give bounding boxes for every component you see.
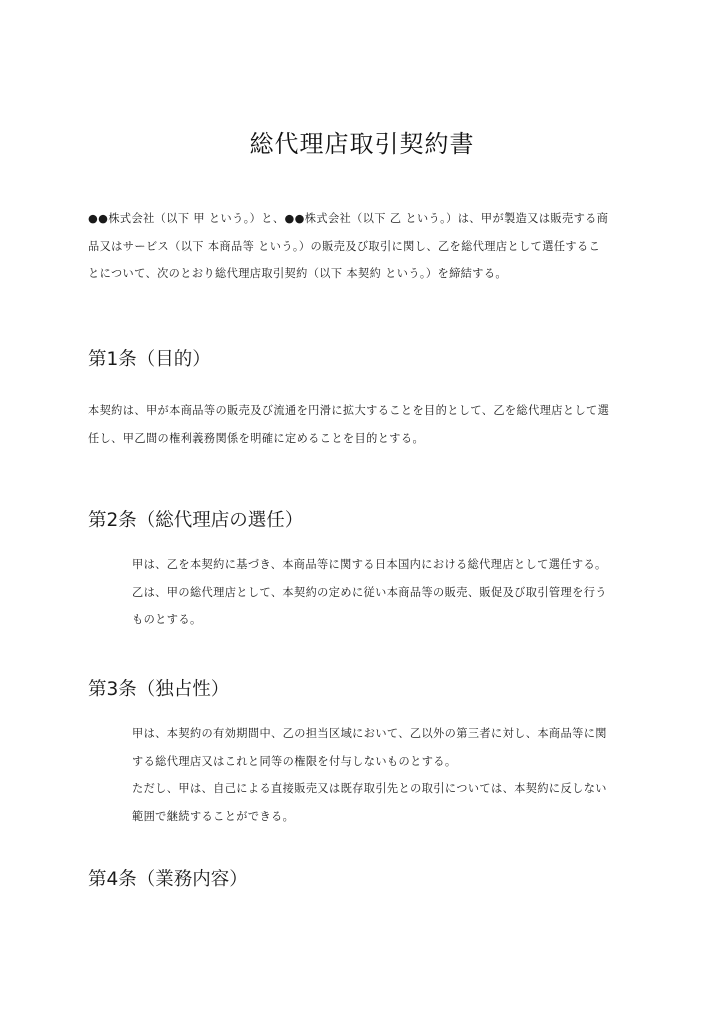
article-line: 範囲で継続することができる。 [132,809,295,823]
article-3-heading: 第3条（独占性） [88,679,230,700]
article-2-body [132,551,607,634]
article-line: ただし、甲は、自己による直接販売又は既存取引先との取引については、本契約に反しない [132,782,607,795]
article-line: 乙は、甲の総代理店として、本契約の定めに従い本商品等の販売、販促及び取引管理を行う [132,585,607,599]
preamble [88,205,608,288]
article-line: する総代理店又はこれと同等の権限を付与しないものとする。 [132,754,457,768]
preamble-line: とについて、次のとおり総代理店取引契約（以下 本契約 という。）を締結する。 [88,267,508,280]
article-line: 甲は、乙を本契約に基づき、本商品等に関する日本国内における総代理店として選任する。 [132,558,607,571]
article-line: 任し、甲乙間の権利義務関係を明確に定めることを目的とする。 [88,431,425,445]
article-line: ものとする。 [132,613,202,626]
preamble-line: 品又はサービス（以下 本商品等 という。）の販売及び取引に関し、乙を総代理店として選任するこ [88,239,601,253]
article-3-body [132,720,607,830]
article-2-heading: 第2条（総代理店の選任） [88,510,304,531]
article-1-body [88,397,609,452]
article-line: 本契約は、甲が本商品等の販売及び流通を円滑に拡大することを目的として、乙を総代理店として選 [88,404,610,417]
article-line: 甲は、本契約の有効期間中、乙の担当区域において、乙以外の第三者に対し、本商品等に関 [132,727,607,740]
document-title: 総代理店取引契約書 [249,130,475,158]
article-1-heading: 第1条（目的） [88,349,211,370]
article-4-heading: 第4条（業務内容） [88,869,248,890]
preamble-line: ●●株式会社（以下 甲 という。）と、●●株式会社（以下 乙 という。）は、甲が製造又は販売する商 [88,212,609,225]
